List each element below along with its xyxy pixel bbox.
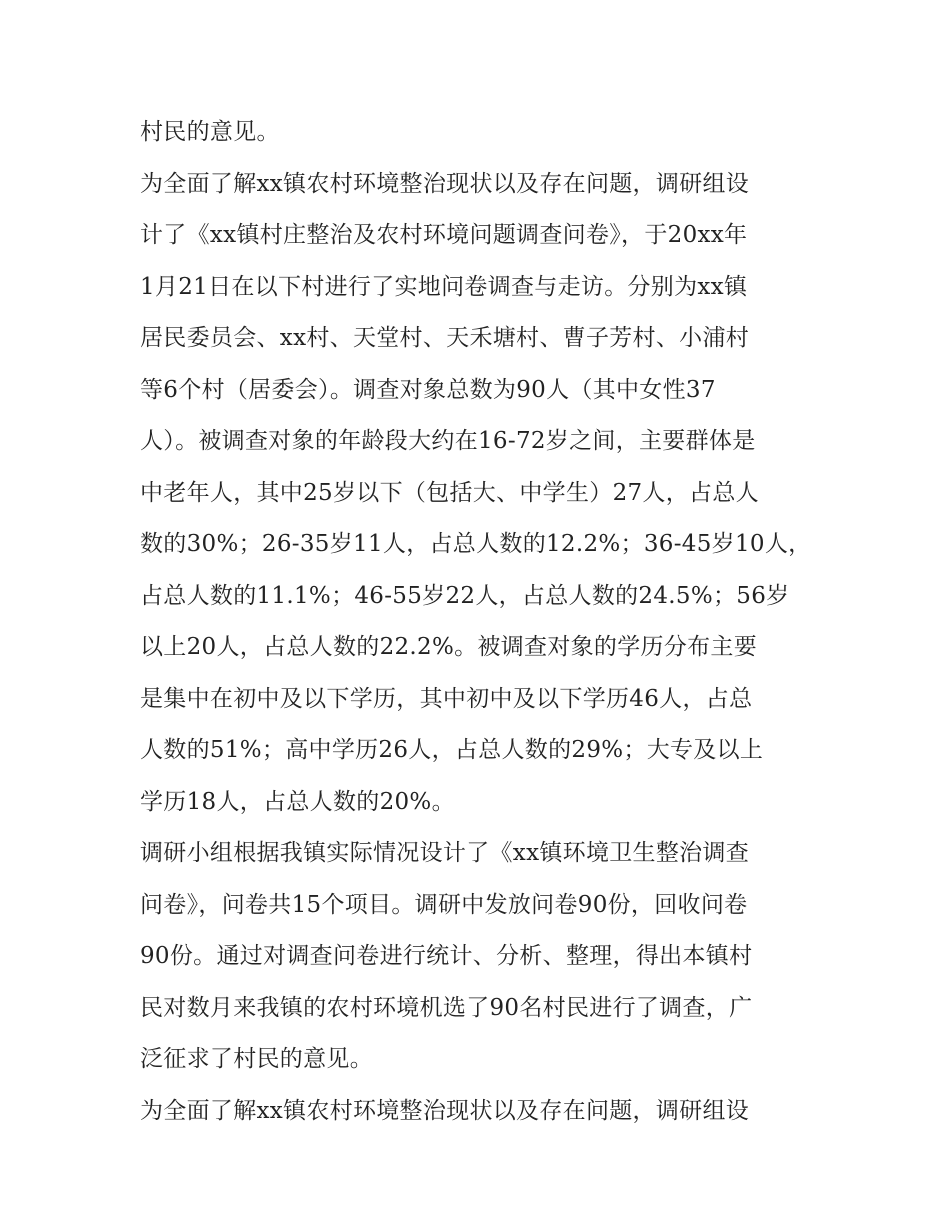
text-line-13: 人数的51%；高中学历26人，占总人数的29%；大专及以上	[140, 737, 764, 763]
text-line-3: 计了《xx镇村庄整治及农村环境问题调查问卷》，于20xx年	[140, 222, 748, 248]
text-line-5: 居民委员会、xx村、天堂村、天禾塘村、曹子芳村、小浦村	[140, 325, 750, 351]
text-line-8: 中老年人，其中25岁以下（包括大、中学生）27人，占总人	[140, 479, 759, 506]
text-line-4: 1月21日在以下村进行了实地问卷调查与走访。分别为xx镇	[140, 273, 748, 300]
text-line-10: 占总人数的11.1%；46-55岁22人，占总人数的24.5%；56岁	[140, 582, 790, 609]
document-body	[140, 107, 820, 1137]
text-line-9: 数的30%；26-35岁11人，占总人数的12.2%；36-45岁10人，	[140, 531, 812, 557]
text-line-19: 泛征求了村民的意见。	[140, 1046, 373, 1072]
text-line-12: 是集中在初中及以下学历，其中初中及以下学历46人，占总	[140, 685, 753, 712]
text-line-7: 人）。被调查对象的年龄段大约在16-72岁之间，主要群体是	[140, 428, 756, 454]
text-line-16: 问卷》，问卷共15个项目。调研中发放问卷90份，回收问卷	[140, 891, 748, 918]
text-line-20: 为全面了解xx镇农村环境整治现状以及存在问题，调研组设	[140, 1097, 750, 1124]
text-line-2: 为全面了解xx镇农村环境整治现状以及存在问题，调研组设	[140, 170, 750, 197]
text-line-15: 调研小组根据我镇实际情况设计了《xx镇环境卫生整治调查	[140, 840, 750, 866]
text-line-6: 等6个村（居委会）。调查对象总数为90人（其中女性37	[140, 376, 716, 403]
text-line-11: 以上20人，占总人数的22.2%。被调查对象的学历分布主要	[140, 634, 758, 660]
text-line-18: 民对数月来我镇的农村环境机选了90名村民进行了调查，广	[140, 994, 753, 1021]
text-line-14: 学历18人，占总人数的20%。	[140, 788, 455, 815]
text-line-1: 村民的意见。	[140, 119, 280, 145]
text-line-17: 90份。通过对调查问卷进行统计、分析、整理，得出本镇村	[140, 943, 753, 969]
